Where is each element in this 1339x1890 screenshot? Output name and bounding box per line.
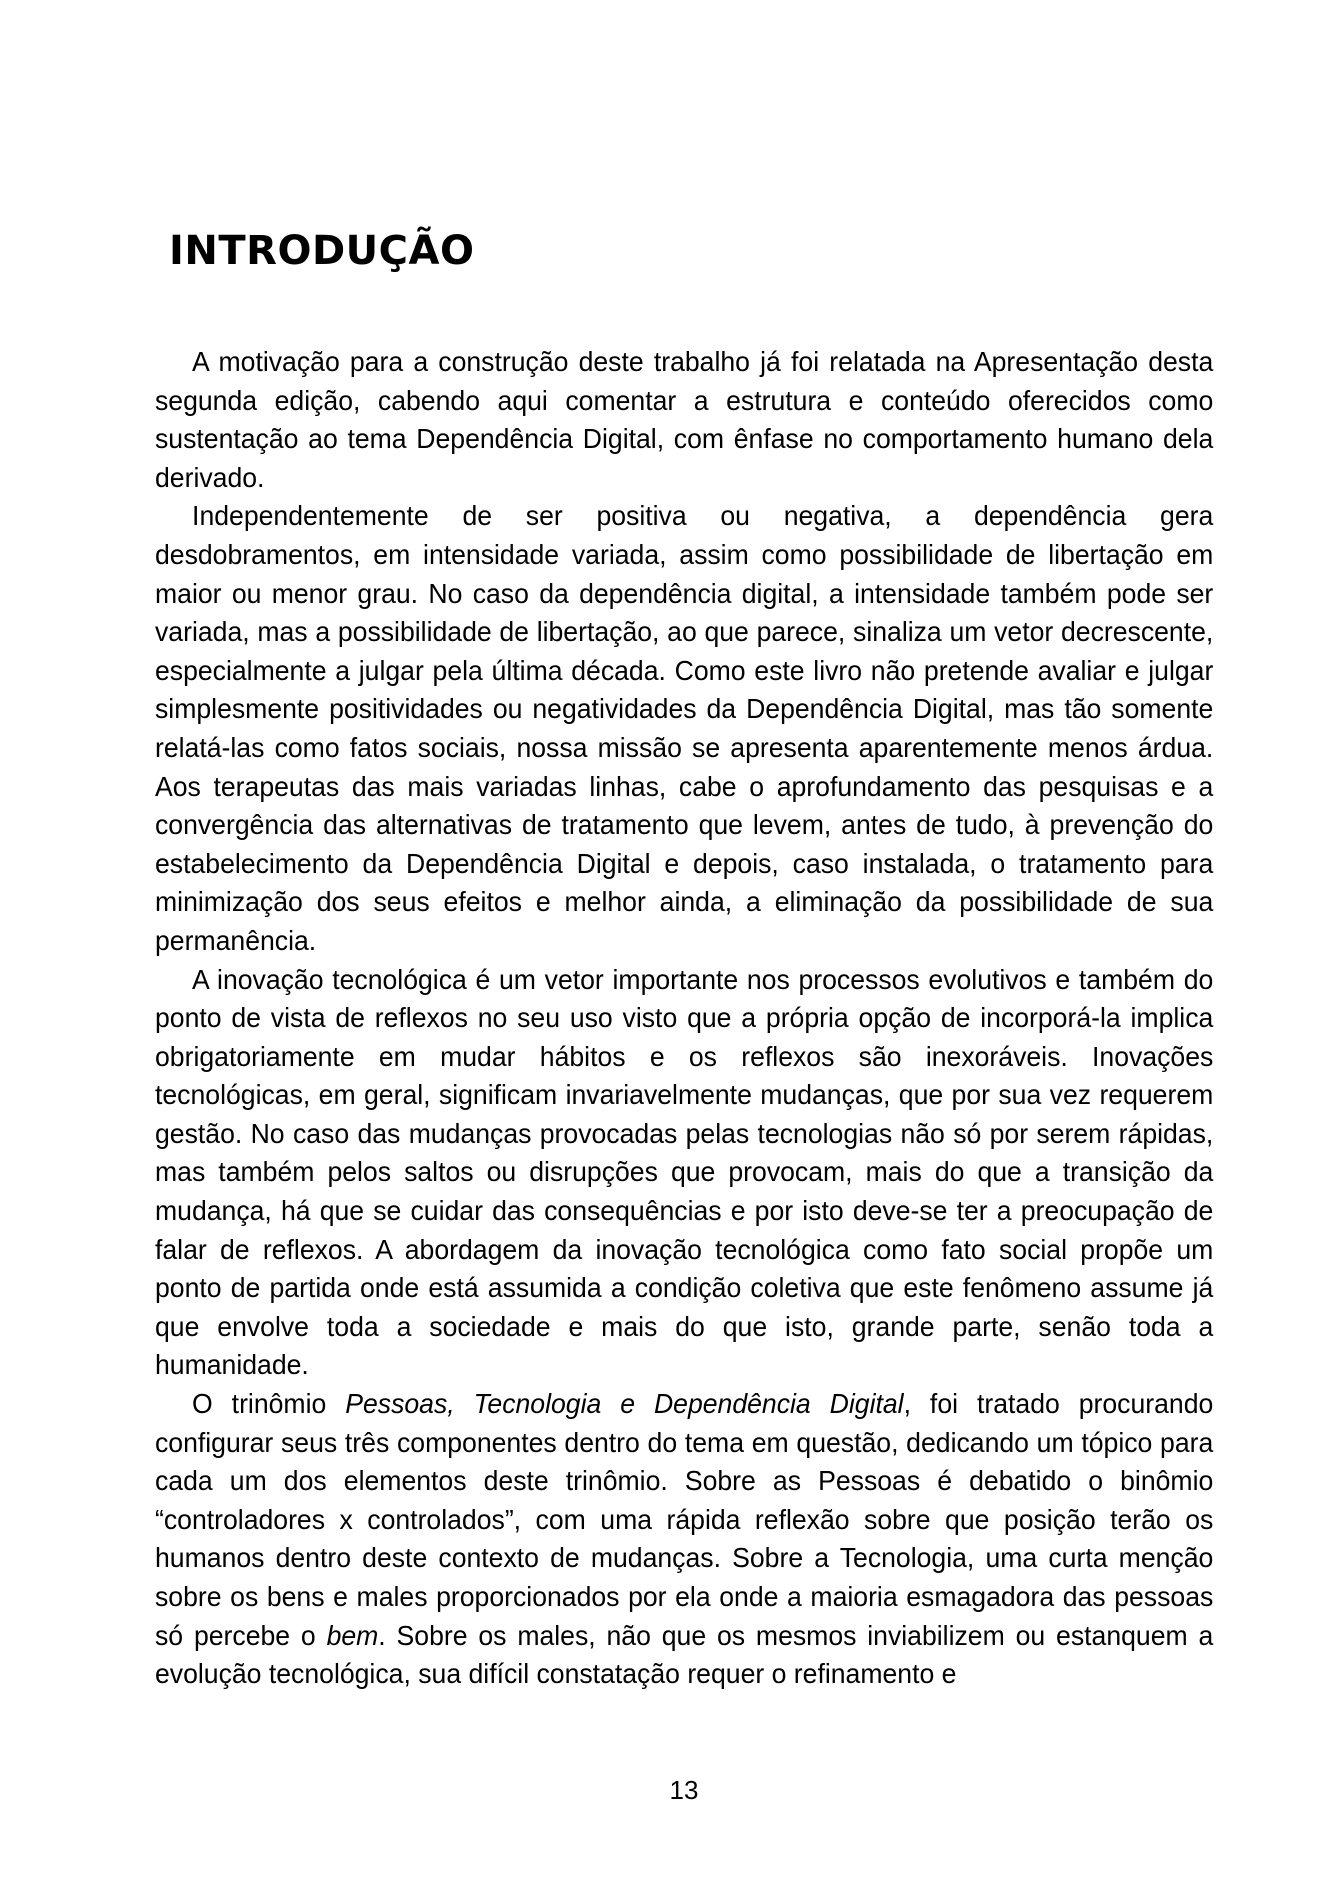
text-run: , foi tratado procurando configurar seus três componentes dentro do tema em questão, dedicando um tópico para cada um dos elementos deste trinômio. Sobre as Pessoas é debatido o binômio “controladores x controlados”, com uma rápida reflexão sobre que posição terão os humanos dentro deste contexto de mudanças. Sobre a Tecnologia, uma curta menção sobre os bens e males proporcionados por ela onde a maioria esmagadora das pessoas só percebe o bbox=[155, 1388, 1214, 1651]
text-run: A motivação para a construção deste trabalho já foi relatada na Apresentação desta segunda edição, cabendo aqui comentar a estrutura e conteúdo oferecidos como sustentação ao tema Dependência Digital, com ênfase no comportamento humano dela derivado. bbox=[155, 346, 1214, 493]
page-number: 13 bbox=[669, 1775, 699, 1805]
body-text bbox=[155, 343, 1213, 1694]
paragraph bbox=[155, 1385, 1213, 1694]
text-run: Independentemente de ser positiva ou negativa, a dependência gera desdobramentos, em intensidade variada, assim como possibilidade de libertação em maior ou menor grau. No caso da dependência digital, a intensidade também pode ser variada, mas a possibilidade de libertação, ao que parece, sinaliza um vetor decrescente, especialmente a julgar pela última década. Como este livro não pretende avaliar e julgar simplesmente positividades ou negatividades da Dependência Digital, mas tão somente relatá-las como fatos sociais, nossa missão se apresenta aparentemente menos árdua. Aos terapeutas das mais variadas linhas, cabe o aprofundamento das pesquisas e a convergência das alternativas de tratamento que levem, antes de tudo, à prevenção do estabelecimento da Dependência Digital e depois, caso instalada, o tratamento para minimização dos seus efeitos e melhor ainda, a eliminação da possibilidade de sua permanência. bbox=[155, 500, 1214, 956]
content-area bbox=[155, 228, 1214, 1694]
chapter-title: INTRODUÇÃO bbox=[169, 228, 475, 274]
text-run: A inovação tecnológica é um vetor importante nos processos evolutivos e também do ponto de vista de reflexos no seu uso visto que a própria opção de incorporá-la implica obrigatoriamente em mudar hábitos e os reflexos são inexoráveis. Inovações tecnológicas, em geral, significam invariavelmente mudanças, que por sua vez requerem gestão. No caso das mudanças provocadas pelas tecnologias não só por serem rápidas, mas também pelos saltos ou disrupções que provocam, mais do que a transição da mudança, há que se cuidar das consequências e por isto deve-se ter a preocupação de falar de reflexos. A abordagem da inovação tecnológica como fato social propõe um ponto de partida onde está assumida a condição coletiva que este fenômeno assume já que envolve toda a sociedade e mais do que isto, grande parte, senão toda a humanidade. bbox=[155, 963, 1214, 1381]
italic-text-run: bem bbox=[326, 1619, 379, 1651]
text-run: . Sobre os males, não que os mesmos inviabilizem ou estanquem a evolução tecnológica, sua difícil constatação requer o refinamento e bbox=[155, 1619, 1214, 1690]
paragraph bbox=[155, 961, 1213, 1386]
italic-text-run: Pessoas, Tecnologia e Dependência Digital bbox=[345, 1388, 904, 1420]
paragraph bbox=[155, 497, 1213, 960]
paragraph bbox=[155, 343, 1213, 497]
text-run: O trinômio bbox=[192, 1388, 346, 1420]
